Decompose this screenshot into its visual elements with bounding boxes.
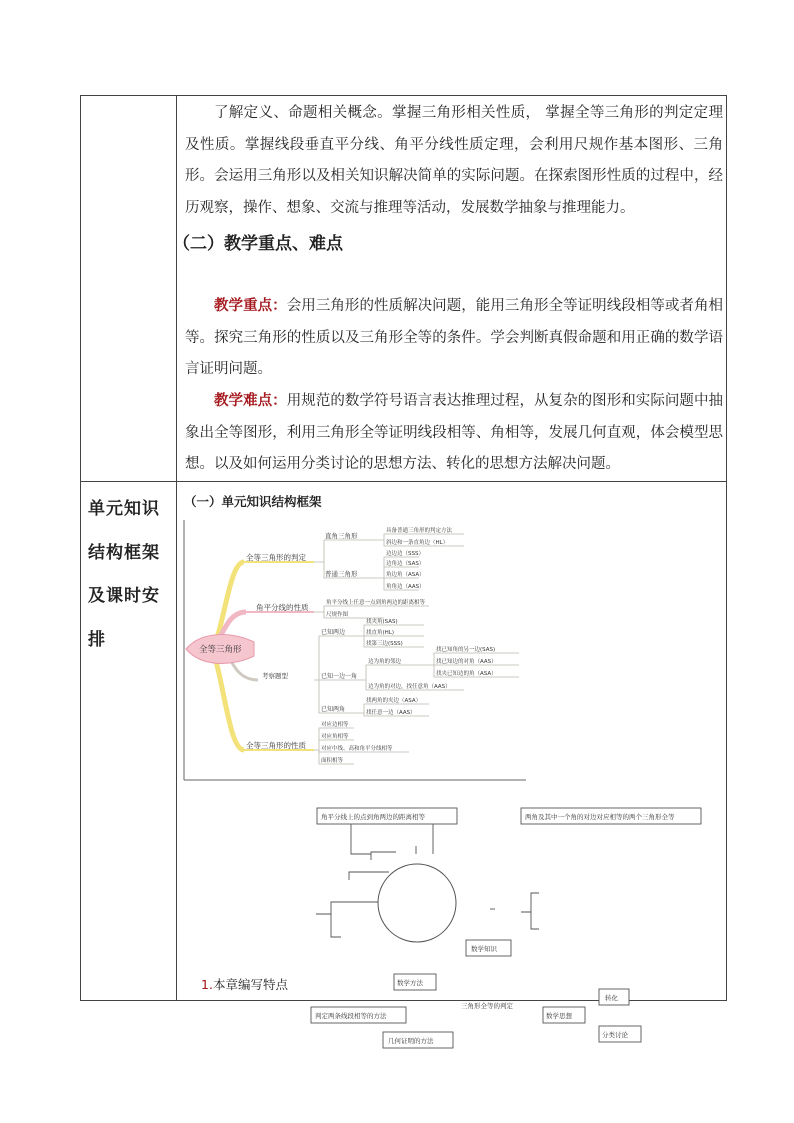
node-t2: 找直角(HL): [366, 630, 394, 636]
node-a3: 找夹已知边的角（ASA）: [436, 671, 497, 677]
concept-knowledge: 数学知识: [471, 945, 497, 953]
label-line: 结构框架: [88, 542, 160, 563]
key-points-heading: （二）教学重点、难点: [173, 234, 343, 254]
node-right-tri: 直角三角形: [325, 532, 358, 540]
node-bisector: 角平分线的性质: [256, 603, 309, 612]
node-adj: 边为角的邻边: [368, 659, 402, 665]
teaching-focus-paragraph: [185, 291, 723, 386]
lesson-table: [80, 95, 727, 1045]
center-circle: [378, 864, 456, 942]
mindmap: [184, 520, 529, 782]
node-props: 全等三角形的性质: [246, 741, 306, 750]
concept-i2: 分类讨论: [602, 1031, 628, 1039]
node-n4: 角角边（AAS）: [386, 584, 425, 590]
node-judge: 全等三角形的判定: [246, 553, 306, 562]
chapter-features-item: [201, 977, 288, 993]
node-b1: 角平分线上任意一点到角两边的距离相等: [326, 600, 426, 606]
label-line: 排: [88, 629, 106, 650]
node-two-angles: 已知两角: [321, 706, 346, 713]
framework-heading: （一）单元知识结构框架: [184, 494, 322, 509]
node-b2: 尺规作图: [326, 612, 349, 618]
node-n1: 边边边（SSS）: [386, 551, 424, 557]
concept-ideas: 数学思想: [546, 1012, 572, 1020]
node-side-angle: 已知一边一角: [321, 673, 358, 680]
node-n3: 角边角（ASA）: [386, 572, 425, 578]
teaching-difficulty-paragraph: [185, 386, 723, 481]
concept-i1: 转化: [605, 994, 618, 1002]
focus-text: 会用三角形的性质解决问题，能用三角形全等证明线段相等或者角相等。探究三角形的性质以及三角形全等的条件。学会判断真假命题和用正确的数学语言证明问题。: [185, 298, 724, 377]
node-a1: 找已知角的另一边(SAS): [436, 647, 496, 653]
node-exam: 考察题型: [262, 672, 288, 680]
node-rt1: 具备普通三角形的判定方法: [386, 528, 453, 534]
node-n2: 边角边（SAS）: [386, 561, 425, 567]
concept-m1: 判定两条线段相等的方法: [315, 1012, 387, 1020]
node-p2: 对应角相等: [321, 734, 349, 740]
focus-label: 教学重点：: [214, 298, 287, 314]
label-line: 及课时安: [88, 586, 160, 606]
concept-m2: 几何证明的方法: [388, 1037, 434, 1045]
concept-center: 三角形全等的判定: [461, 1002, 513, 1010]
node-p1: 对应边相等: [321, 722, 349, 728]
unit-framework-label: [88, 488, 172, 662]
node-t1: 找夹角(SAS): [366, 619, 398, 625]
node-g2: 找任意一边（AAS）: [366, 710, 416, 716]
node-two-sides: 已知两边: [321, 629, 346, 636]
difficulty-label: 教学难点：: [214, 393, 287, 409]
node-a2: 找已知边的对角（AAS）: [436, 659, 497, 665]
node-rt2: 斜边和一条直角边（HL）: [386, 540, 449, 546]
node-t3: 找第三边(SSS): [366, 641, 403, 647]
concept-methods: 数学方法: [397, 979, 423, 987]
node-p4: 面积相等: [321, 758, 344, 764]
node-g1: 找两角的夹边（ASA）: [366, 698, 422, 704]
objectives-paragraph: 了解定义、命题相关概念。掌握三角形相关性质， 掌握全等三角形的判定定理及性质。掌握线段垂直平分线、角平分线性质定理，会利用尺规作基本图形、三角形。会运用三角形以及相关知识解决简单的实际问题。在探索图形性质的过程中，经历观察，操作、想象、交流与推理等活动，发展数学抽象与推理能力。: [185, 105, 723, 216]
node-p3: 对应中线、高和角平分线相等: [321, 746, 393, 752]
center-node: 全等三角形: [199, 645, 242, 655]
row-divider: [81, 481, 726, 482]
node-opp: 边为角的对边，找任意角（AAS）: [368, 684, 451, 690]
difficulty-text: 用规范的数学符号语言表达推理过程，从复杂的图形和实际问题中抽象出全等图形，利用三角形全等证明线段相等、角相等，发展几何直观，体会模型思想。以及如何运用分类讨论的思想方法、转化的思想方法解决问题。: [185, 393, 724, 472]
item-number: 1.: [201, 977, 213, 992]
label-line: 单元知识: [88, 499, 160, 519]
node-normal-tri: 普通三角形: [325, 570, 358, 578]
concept-k2: 两角及其中一个角的对边对应相等的两个三角形全等: [525, 813, 675, 821]
concept-k1: 角平分线上的点到角两边的距离相等: [321, 813, 425, 821]
item-title: 本章编写特点: [212, 977, 288, 992]
